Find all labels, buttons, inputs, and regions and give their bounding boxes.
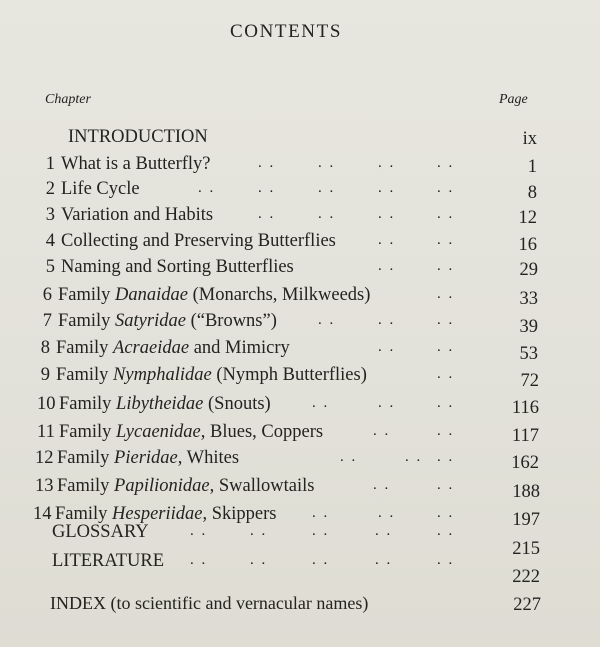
chapter-title <box>52 522 149 542</box>
chapter-title-text: Life Cycle <box>61 179 140 199</box>
toc-entry <box>52 520 149 544</box>
family-name-italic: Danaidae <box>115 285 189 305</box>
leader-dots: . . <box>312 523 330 539</box>
page-number: 39 <box>519 317 538 337</box>
toc-entry <box>42 309 277 333</box>
chapter-title-text: Naming and Sorting Butterflies <box>61 257 294 277</box>
leader-dots: . . <box>250 552 268 568</box>
leader-dots: . . <box>437 312 455 328</box>
leader-dots: . . <box>375 552 393 568</box>
page-number: 197 <box>512 510 540 530</box>
chapter-title-text: Family <box>57 448 115 468</box>
chapter-title <box>61 205 213 225</box>
family-name-italic: Papilionidae <box>114 476 210 496</box>
toc-entry <box>68 125 208 149</box>
leader-dots: . . <box>437 206 455 222</box>
chapter-number: 2 <box>45 179 55 199</box>
chapter-number: 1 <box>45 154 55 174</box>
leader-dots: . . <box>437 523 455 539</box>
leader-dots: . . <box>378 258 396 274</box>
page-number: 16 <box>518 235 537 255</box>
leader-dots: . . <box>312 552 330 568</box>
page-number: 117 <box>511 426 539 446</box>
toc-entry <box>45 177 140 201</box>
toc-entry <box>40 363 367 387</box>
chapter-number: 5 <box>45 257 55 277</box>
chapter-title-text: GLOSSARY <box>52 522 149 542</box>
leader-dots: . . <box>437 232 455 248</box>
page-number: 53 <box>519 344 538 364</box>
leader-dots: . . <box>340 449 358 465</box>
leader-dots: . . <box>437 180 455 196</box>
leader-dots: . . <box>437 449 455 465</box>
toc-entry <box>50 591 368 615</box>
chapter-title-suffix: (“Browns”) <box>185 311 277 331</box>
family-name-italic: Satyridae <box>115 311 186 331</box>
chapter-title-text: INTRODUCTION <box>68 127 208 147</box>
chapter-title <box>68 127 208 147</box>
chapter-number: 11 <box>37 422 55 442</box>
page-number: 162 <box>511 453 539 473</box>
page-number: 1 <box>527 157 537 177</box>
chapter-title-suffix: (Monarchs, Milkweeds) <box>188 285 371 305</box>
leader-dots: . . <box>378 395 396 411</box>
toc-entry <box>45 203 213 227</box>
family-name-italic: Libytheidae <box>116 394 204 414</box>
chapter-title-suffix: and Mimicry <box>189 338 290 358</box>
chapter-title-text: Family <box>55 504 113 524</box>
page-number: 215 <box>512 539 540 559</box>
leader-dots: . . <box>405 449 423 465</box>
page-number: 222 <box>512 567 540 587</box>
chapter-title-text: Family <box>56 365 114 385</box>
leader-dots: . . <box>312 505 330 521</box>
leader-dots: . . <box>250 523 268 539</box>
page-number: 29 <box>519 260 538 280</box>
chapter-number: 12 <box>35 448 54 468</box>
chapter-title <box>58 285 370 305</box>
chapter-title-suffix: , Skippers <box>202 504 277 524</box>
toc-entry <box>42 283 370 307</box>
toc-entry <box>45 152 211 176</box>
chapter-title-suffix: , Swallowtails <box>209 476 315 496</box>
leader-dots: . . <box>318 155 336 171</box>
page-number: 72 <box>520 371 539 391</box>
toc-entry <box>35 446 239 470</box>
family-name-italic: Nymphalidae <box>113 365 212 385</box>
chapter-title <box>61 257 294 277</box>
chapter-title-text: Variation and Habits <box>61 205 214 225</box>
chapter-title-text: Family <box>59 422 117 442</box>
chapter-title-text: Family <box>58 311 116 331</box>
chapter-title-suffix: (Snouts) <box>203 394 271 414</box>
leader-dots: . . <box>437 395 455 411</box>
chapter-title-text: Family <box>59 394 117 414</box>
page-number: 227 <box>513 595 541 615</box>
leader-dots: . . <box>318 312 336 328</box>
leader-dots: . . <box>437 155 455 171</box>
leader-dots: . . <box>378 180 396 196</box>
chapter-title <box>56 338 290 358</box>
chapter-title <box>61 179 140 199</box>
leader-dots: . . <box>258 206 276 222</box>
chapter-title <box>56 365 367 385</box>
leader-dots: . . <box>437 366 455 382</box>
chapter-title <box>59 422 323 442</box>
leader-dots: . . <box>258 155 276 171</box>
leader-dots: . . <box>378 206 396 222</box>
leader-dots: . . <box>378 339 396 355</box>
toc-entry <box>45 255 294 279</box>
chapter-column-header: Chapter <box>45 92 91 107</box>
page-number: 116 <box>511 398 539 418</box>
chapter-title-text: Family <box>57 476 115 496</box>
family-name-italic: Lycaenidae <box>116 422 201 442</box>
leader-dots: . . <box>378 505 396 521</box>
page-number: 188 <box>512 482 540 502</box>
chapter-number: 6 <box>42 285 52 305</box>
leader-dots: . . <box>375 523 393 539</box>
chapter-title-text: Family <box>58 285 116 305</box>
page-number: ix <box>522 129 537 149</box>
toc-entry <box>40 336 290 360</box>
chapter-title-suffix: , Whites <box>177 448 240 468</box>
leader-dots: . . <box>378 232 396 248</box>
chapter-number: 10 <box>37 394 56 414</box>
leader-dots: . . <box>437 339 455 355</box>
chapter-title <box>61 154 211 174</box>
leader-dots: . . <box>437 505 455 521</box>
leader-dots: . . <box>318 180 336 196</box>
page-column-header: Page <box>499 92 528 107</box>
toc-entry <box>45 229 336 253</box>
chapter-title-text: Collecting and Preserving Butterflies <box>61 231 336 251</box>
leader-dots: . . <box>373 477 391 493</box>
leader-dots: . . <box>190 523 208 539</box>
leader-dots: . . <box>258 180 276 196</box>
leader-dots: . . <box>437 477 455 493</box>
chapter-number: 8 <box>40 338 50 358</box>
page-number: 12 <box>518 208 537 228</box>
chapter-title <box>52 551 164 571</box>
chapter-number: 14 <box>33 504 52 524</box>
leader-dots: . . <box>437 286 455 302</box>
chapter-title-text: INDEX (to scientific and vernacular names) <box>50 593 369 613</box>
chapter-title-text: LITERATURE <box>52 551 165 571</box>
leader-dots: . . <box>198 180 216 196</box>
leader-dots: . . <box>437 423 455 439</box>
toc-entry <box>37 392 271 416</box>
leader-dots: . . <box>318 206 336 222</box>
leader-dots: . . <box>373 423 391 439</box>
chapter-number: 13 <box>35 476 54 496</box>
leader-dots: . . <box>378 155 396 171</box>
chapter-title <box>61 231 336 251</box>
chapter-title-suffix: , Blues, Coppers <box>200 422 324 442</box>
page-number: 33 <box>519 289 538 309</box>
chapter-title <box>50 593 368 613</box>
chapter-title-text: What is a Butterfly? <box>61 154 211 174</box>
toc-entry <box>35 474 314 498</box>
family-name-italic: Acraeidae <box>113 338 190 358</box>
chapter-title <box>59 394 271 414</box>
family-name-italic: Hesperiidae <box>112 504 203 524</box>
leader-dots: . . <box>190 552 208 568</box>
chapter-number: 3 <box>45 205 55 225</box>
leader-dots: . . <box>437 258 455 274</box>
leader-dots: . . <box>312 395 330 411</box>
chapter-title-suffix: (Nymph Butterflies) <box>211 365 367 385</box>
chapter-title-text: Family <box>56 338 114 358</box>
leader-dots: . . <box>378 312 396 328</box>
toc-entry <box>37 420 323 444</box>
chapter-title <box>58 311 277 331</box>
toc-entry <box>52 549 164 573</box>
family-name-italic: Pieridae <box>114 448 178 468</box>
leader-dots: . . <box>437 552 455 568</box>
chapter-title <box>57 448 239 468</box>
page-title: CONTENTS <box>229 21 343 42</box>
chapter-title <box>57 476 314 496</box>
chapter-number: 9 <box>40 365 50 385</box>
chapter-number: 4 <box>45 231 55 251</box>
chapter-number: 7 <box>42 311 52 331</box>
page-number: 8 <box>527 183 537 203</box>
